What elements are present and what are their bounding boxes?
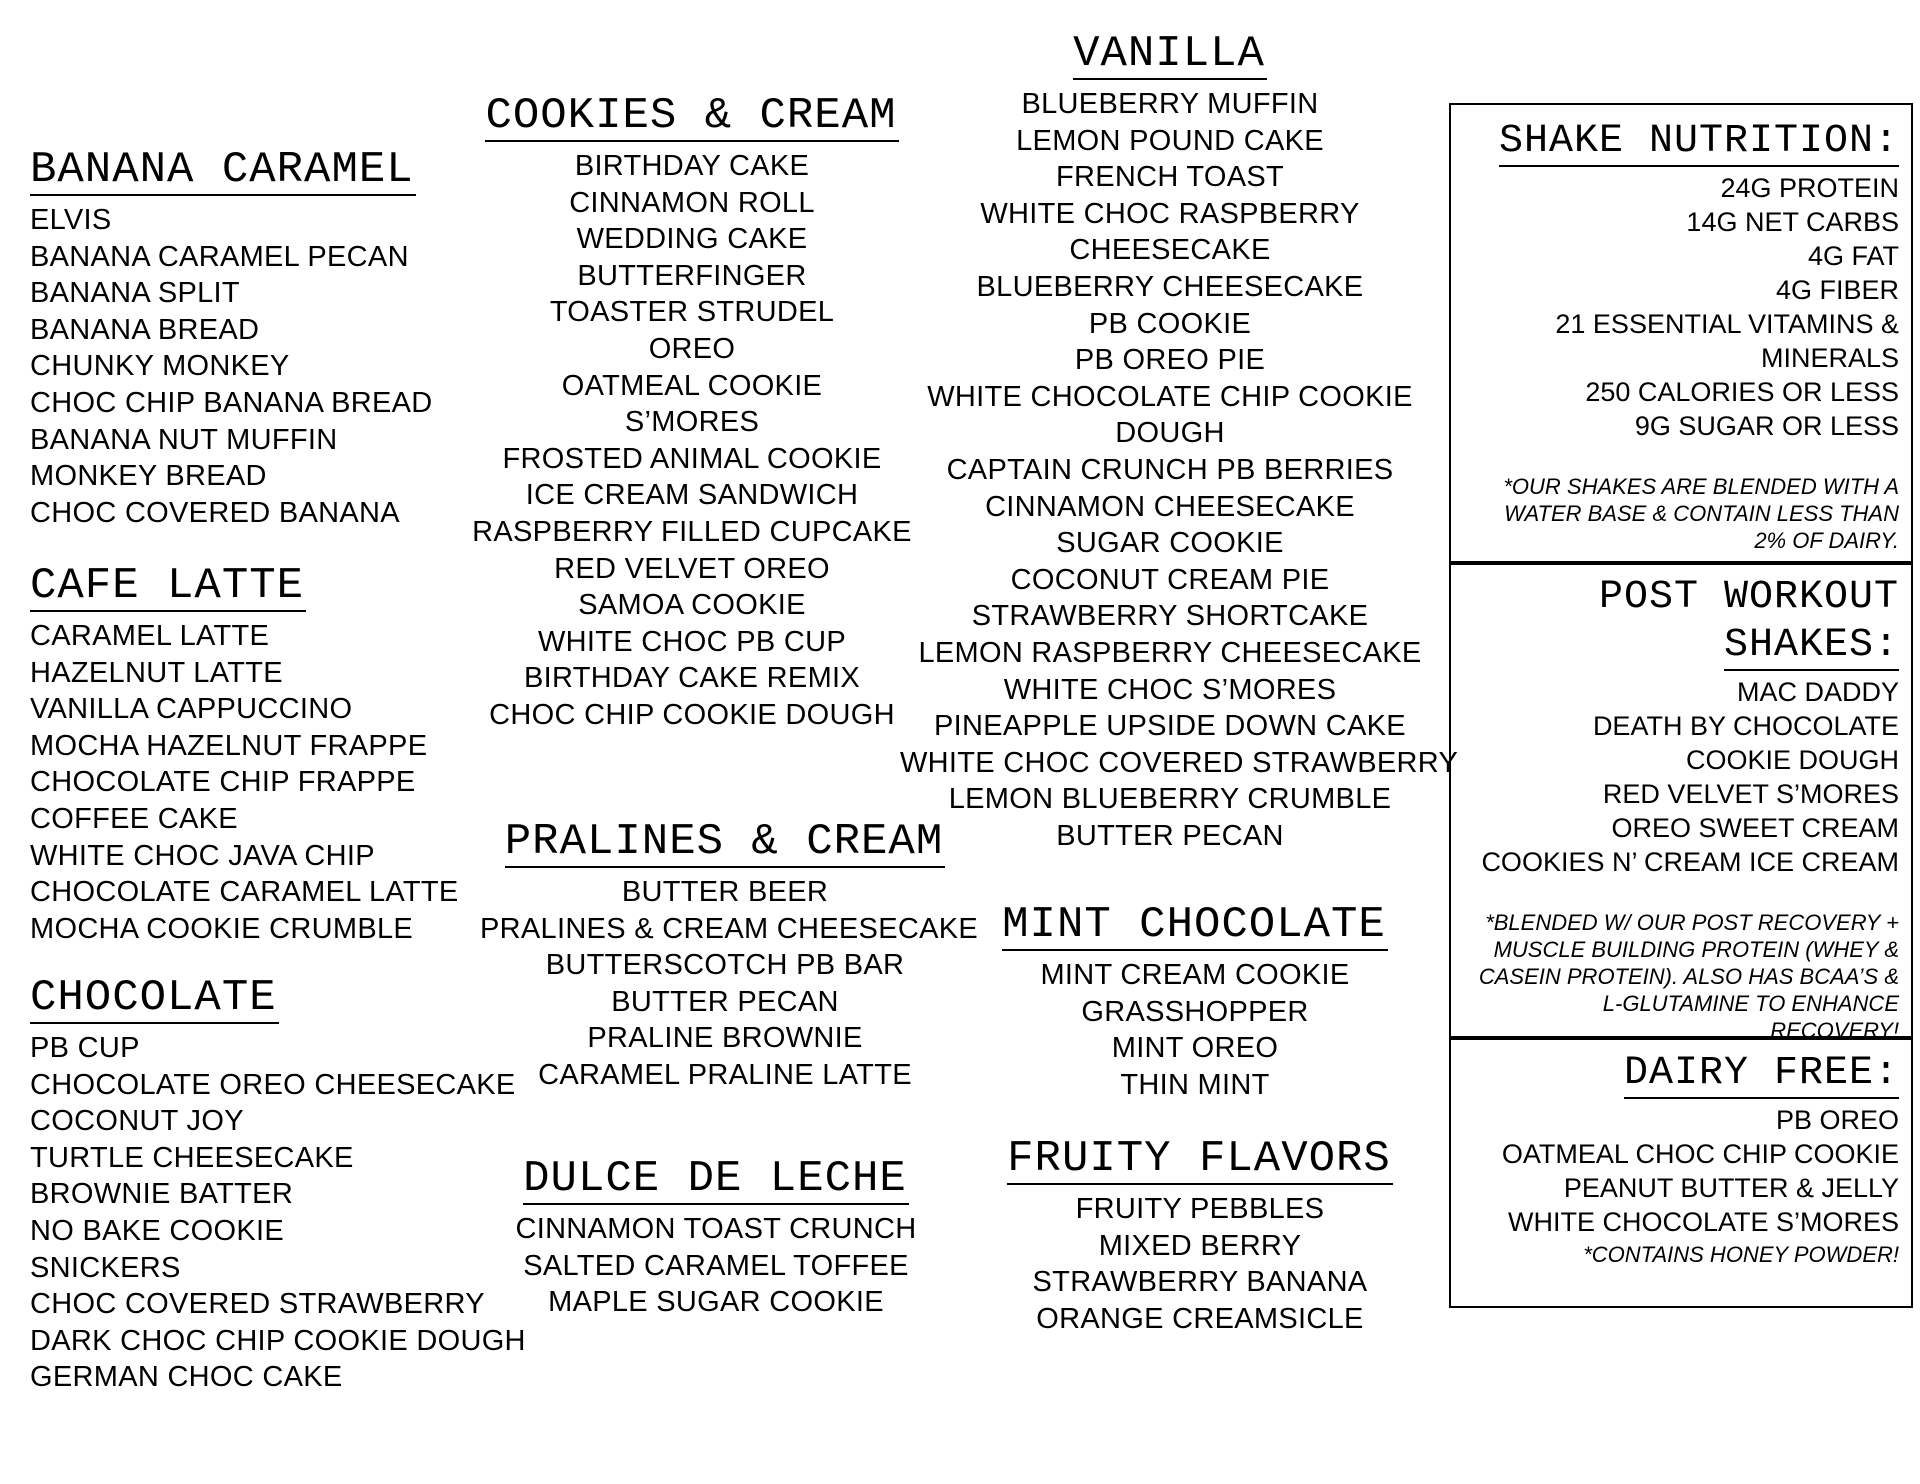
list-item: BUTTERFINGER: [577, 259, 807, 292]
list-item: PB OREO PIE: [1074, 344, 1266, 377]
list-item: WHITE CHOC JAVA CHIP: [30, 839, 375, 872]
list-item: PB COOKIE: [1088, 307, 1252, 340]
box-title: DAIRY FREE:: [1624, 1051, 1899, 1099]
list-item: BUTTER PECAN: [611, 985, 839, 1018]
list-item: RED VELVET S’MORES: [1602, 779, 1899, 809]
section-mint-chocolate: [985, 901, 1405, 1103]
section-title: VANILLA: [1073, 29, 1265, 79]
list-item: THIN MINT: [1120, 1068, 1270, 1101]
list-item: MAPLE SUGAR COOKIE: [548, 1286, 884, 1319]
list-item: PB CUP: [30, 1032, 140, 1064]
section-title: MINT CHOCOLATE: [1002, 900, 1386, 950]
info-panel: [1449, 103, 1913, 1308]
list-item: CHOCOLATE OREO CHEESECAKE: [30, 1068, 516, 1101]
list-item: MIXED BERRY: [1098, 1229, 1302, 1262]
list-item: CHOC COVERED BANANA: [30, 496, 400, 529]
list-item: SNICKERS: [30, 1251, 181, 1284]
dairy-free-list: [1465, 1103, 1899, 1239]
list-item: CHEESECAKE: [1069, 234, 1271, 267]
list-item: 14G NET CARBS: [1686, 207, 1899, 237]
section-title: DULCE DE LECHE: [523, 1154, 907, 1204]
flavor-list: [900, 86, 1459, 854]
list-item: BUTTER PECAN: [1056, 819, 1284, 852]
list-item: RED VELVET OREO: [554, 552, 830, 585]
list-item: SUGAR COOKIE: [1056, 527, 1284, 560]
list-item: LEMON RASPBERRY CHEESECAKE: [918, 636, 1422, 669]
list-item: BANANA BREAD: [30, 313, 260, 346]
list-item: 9G SUGAR OR LESS: [1634, 411, 1899, 441]
section-cookies-cream: [462, 92, 922, 734]
list-item: COOKIE DOUGH: [1685, 745, 1899, 775]
list-item: CARAMEL LATTE: [30, 620, 270, 652]
box-title-line1: POST WORKOUT: [1598, 575, 1899, 620]
box-note: *OUR SHAKES ARE BLENDED WITH A WATER BASE & CONTAIN LESS THAN 2% OF DAIRY.: [1503, 474, 1899, 553]
list-item: HAZELNUT LATTE: [30, 656, 283, 689]
list-item: DEATH BY CHOCOLATE: [1592, 711, 1899, 741]
list-item: BUTTERSCOTCH PB BAR: [545, 949, 905, 982]
section-title: PRALINES & CREAM: [504, 817, 944, 867]
list-item: NO BAKE COOKIE: [30, 1214, 284, 1247]
section-title: BANANA CARAMEL: [30, 145, 414, 195]
list-item: CHOC CHIP COOKIE DOUGH: [489, 698, 895, 731]
list-item: CINNAMON TOAST CRUNCH: [515, 1213, 917, 1245]
list-item: WHITE CHOCOLATE CHIP COOKIE: [927, 380, 1413, 413]
list-item: CHOC CHIP BANANA BREAD: [30, 386, 433, 419]
list-item: BANANA CARAMEL PECAN: [30, 240, 409, 273]
list-item: CAPTAIN CRUNCH PB BERRIES: [946, 453, 1394, 486]
list-item: COOKIES N’ CREAM ICE CREAM: [1481, 847, 1899, 877]
list-item: WHITE CHOC PB CUP: [538, 625, 846, 658]
list-item: DOUGH: [1115, 417, 1225, 450]
list-item: BIRTHDAY CAKE REMIX: [523, 662, 861, 695]
box-title-line2: SHAKES:: [1724, 623, 1899, 671]
list-item: CARAMEL PRALINE LATTE: [538, 1058, 912, 1091]
box-note: *CONTAINS HONEY POWDER!: [1583, 1242, 1899, 1267]
list-item: CHOCOLATE CARAMEL LATTE: [30, 876, 459, 909]
section-title: CAFE LATTE: [30, 561, 305, 611]
flavor-list: [30, 1030, 526, 1396]
section-fruity-flavors: [995, 1135, 1405, 1337]
list-item: OATMEAL CHOC CHIP COOKIE: [1501, 1139, 1899, 1169]
list-item: BLUEBERRY CHEESECAKE: [976, 270, 1364, 303]
list-item: BROWNIE BATTER: [30, 1178, 294, 1211]
dairy-free-box: [1451, 1051, 1911, 1268]
flavor-list: [985, 957, 1405, 1103]
list-item: CHUNKY MONKEY: [30, 350, 290, 383]
list-item: ICE CREAM SANDWICH: [525, 479, 859, 512]
list-item: BLUEBERRY MUFFIN: [1021, 88, 1319, 120]
section-pralines-cream: [480, 817, 979, 1094]
list-item: ELVIS: [30, 204, 112, 236]
list-item: BANANA SPLIT: [30, 277, 240, 310]
list-item: MINT CREAM COOKIE: [1040, 959, 1350, 991]
list-item: CHOCOLATE CHIP FRAPPE: [30, 766, 416, 799]
list-item: TURTLE CHEESECAKE: [30, 1141, 354, 1174]
list-item: STRAWBERRY SHORTCAKE: [971, 600, 1369, 633]
list-item: 21 ESSENTIAL VITAMINS &: [1555, 309, 1899, 339]
list-item: CHOC COVERED STRAWBERRY: [30, 1288, 485, 1321]
section-title: COOKIES & CREAM: [485, 91, 897, 141]
post-workout-list: [1465, 675, 1899, 879]
list-item: FRUITY PEBBLES: [1075, 1193, 1325, 1225]
list-item: MINERALS: [1760, 343, 1899, 373]
list-item: MINT OREO: [1111, 1032, 1279, 1065]
list-item: 24G PROTEIN: [1720, 173, 1899, 203]
list-item: MOCHA COOKIE CRUMBLE: [30, 912, 414, 945]
section-title: CHOCOLATE: [30, 973, 277, 1023]
list-item: CINNAMON ROLL: [569, 186, 815, 219]
list-item: PRALINES & CREAM CHEESECAKE: [480, 912, 979, 945]
list-item: PRALINE BROWNIE: [587, 1022, 863, 1055]
list-item: GRASSHOPPER: [1081, 995, 1309, 1028]
list-item: COFFEE CAKE: [30, 802, 238, 835]
section-title: FRUITY FLAVORS: [1007, 1134, 1391, 1184]
panel-divider: [1451, 561, 1911, 565]
list-item: COCONUT JOY: [30, 1105, 244, 1138]
list-item: WHITE CHOC S’MORES: [1003, 673, 1337, 706]
panel-divider: [1451, 1036, 1911, 1040]
list-item: PEANUT BUTTER & JELLY: [1563, 1173, 1899, 1203]
list-item: GERMAN CHOC CAKE: [30, 1361, 343, 1394]
list-item: BIRTHDAY CAKE: [574, 150, 810, 182]
nutrition-list: [1465, 171, 1899, 443]
flavor-list: [30, 202, 433, 531]
list-item: S’MORES: [624, 406, 760, 439]
list-item: FROSTED ANIMAL COOKIE: [502, 442, 882, 475]
list-item: LEMON BLUEBERRY CRUMBLE: [948, 783, 1392, 816]
box-note: *BLENDED W/ OUR POST RECOVERY + MUSCLE BUILDING PROTEIN (WHEY & CASEIN PROTEIN). ALSO HAS BCAA’S & L-GLUTAMINE TO ENHANCE RECOVERY!: [1478, 910, 1899, 1043]
list-item: OREO: [648, 332, 736, 365]
list-item: OATMEAL COOKIE: [561, 369, 823, 402]
list-item: MONKEY BREAD: [30, 460, 267, 493]
list-item: 4G FIBER: [1775, 275, 1899, 305]
list-item: MAC DADDY: [1736, 677, 1899, 707]
list-item: ORANGE CREAMSICLE: [1036, 1302, 1364, 1335]
list-item: PB OREO: [1775, 1105, 1899, 1135]
list-item: WHITE CHOCOLATE S’MORES: [1507, 1207, 1899, 1237]
flavor-list: [30, 618, 459, 947]
flavor-list: [995, 1191, 1405, 1337]
list-item: WHITE CHOC COVERED STRAWBERRY: [900, 746, 1459, 779]
list-item: WEDDING CAKE: [576, 223, 808, 256]
flavor-list: [506, 1211, 926, 1321]
list-item: CINNAMON CHEESECAKE: [985, 490, 1355, 523]
list-item: RASPBERRY FILLED CUPCAKE: [472, 515, 912, 548]
section-chocolate: [30, 974, 526, 1396]
list-item: MOCHA HAZELNUT FRAPPE: [30, 729, 428, 762]
section-cafe-latte: [30, 562, 459, 947]
section-dulce-de-leche: [506, 1155, 926, 1321]
list-item: 4G FAT: [1807, 241, 1899, 271]
list-item: BUTTER BEER: [621, 876, 829, 908]
list-item: TOASTER STRUDEL: [549, 296, 835, 329]
list-item: WHITE CHOC RASPBERRY: [980, 197, 1360, 230]
section-banana-caramel: [30, 146, 433, 531]
list-item: SAMOA COOKIE: [578, 589, 806, 622]
list-item: PINEAPPLE UPSIDE DOWN CAKE: [934, 710, 1406, 743]
list-item: FRENCH TOAST: [1055, 161, 1285, 194]
list-item: OREO SWEET CREAM: [1611, 813, 1899, 843]
list-item: SALTED CARAMEL TOFFEE: [523, 1249, 909, 1282]
list-item: BANANA NUT MUFFIN: [30, 423, 338, 456]
flavor-list: [462, 148, 922, 734]
list-item: VANILLA CAPPUCCINO: [30, 693, 353, 726]
list-item: DARK CHOC CHIP COOKIE DOUGH: [30, 1324, 526, 1357]
list-item: COCONUT CREAM PIE: [1010, 563, 1330, 596]
flavor-list: [480, 874, 979, 1094]
box-title: SHAKE NUTRITION:: [1499, 119, 1899, 167]
list-item: STRAWBERRY BANANA: [1032, 1266, 1368, 1299]
shake-nutrition-box: [1451, 119, 1911, 554]
list-item: LEMON POUND CAKE: [1016, 124, 1324, 157]
list-item: 250 CALORIES OR LESS: [1585, 377, 1899, 407]
section-vanilla: [900, 29, 1459, 854]
post-workout-box: [1451, 575, 1911, 1044]
